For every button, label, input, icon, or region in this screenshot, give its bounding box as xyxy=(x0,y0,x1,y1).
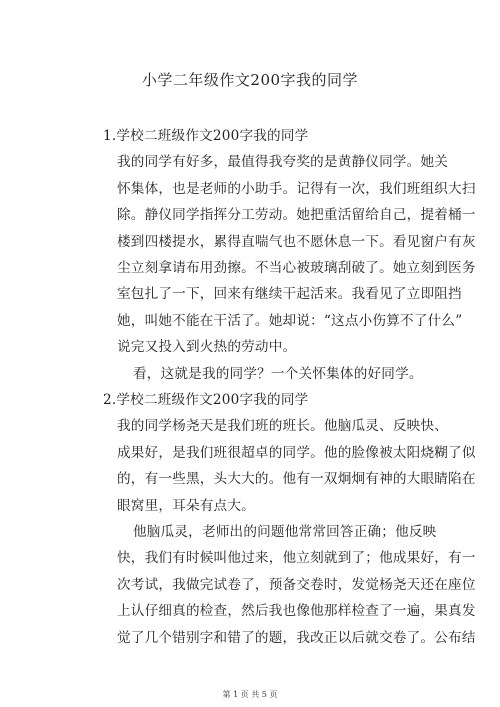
paragraph-line: 成果好，是我们班很超卓的同学。他的脸像被太阳烧糊了似 xyxy=(117,444,476,461)
document-title: 小学二年级作文200字我的同学 xyxy=(141,71,359,89)
paragraph-line: 尘立刻拿请布用劲擦。不当心被玻璃刮破了。她立刻到医务 xyxy=(117,260,476,276)
paragraph-line: 我的同学杨尧天是我们班的班长。他脑瓜灵、反映快、 xyxy=(117,418,449,435)
paragraph-line: 他脑瓜灵，老师出的问题他常常回答正确；他反映 xyxy=(133,524,437,540)
paragraph-line: 室包扎了一下，回来有继续干起活来。我看见了立即阻挡 xyxy=(117,286,462,303)
paragraph-line: 我的同学有好多，最值得我夸奖的是黄静仪同学。她关 xyxy=(117,154,449,171)
paragraph-line: 楼到四楼提水，累得直喘气也不愿休息一下。看见窗户有灰 xyxy=(117,233,476,250)
page-footer: 第 1 页 共 5 页 xyxy=(222,690,278,699)
section-heading: 2.学校二班级作文200字我的同学 xyxy=(103,392,309,408)
paragraph-line: 次考试，我做完试卷了，预备交卷时，发觉杨尧天还在座位 xyxy=(117,576,476,593)
paragraph-line: 除。静仪同学指挥分工劳动。她把重活留给自己，提着桶一 xyxy=(117,207,476,224)
paragraph-line: 上认仔细真的检查，然后我也像他那样检查了一遍，果真发 xyxy=(117,603,476,620)
paragraph-line: 的，有一些黑，头大大的。他有一双炯炯有神的大眼睛陷在 xyxy=(117,471,476,488)
paragraph-line: 怀集体，也是老师的小助手。记得有一次，我们班组织大扫 xyxy=(117,180,476,197)
paragraph-line: 快，我们有时候叫他过来，他立刻就到了；他成果好，有一 xyxy=(117,550,476,567)
paragraph-line: 她，叫她不能在干活了。她却说：“这点小伤算不了什么” xyxy=(117,312,463,329)
paragraph-line: 觉了几个错别字和错了的题，我改正以后就交卷了。公布结 xyxy=(117,629,476,646)
section-heading: 1.学校二班级作文200字我的同学 xyxy=(103,128,309,144)
paragraph-line: 眼窝里，耳朵有点大。 xyxy=(117,497,255,514)
paragraph-line: 看，这就是我的同学？一个关怀集体的好同学。 xyxy=(133,365,423,382)
paragraph-line: 说完又投入到火热的劳动中。 xyxy=(117,339,297,356)
